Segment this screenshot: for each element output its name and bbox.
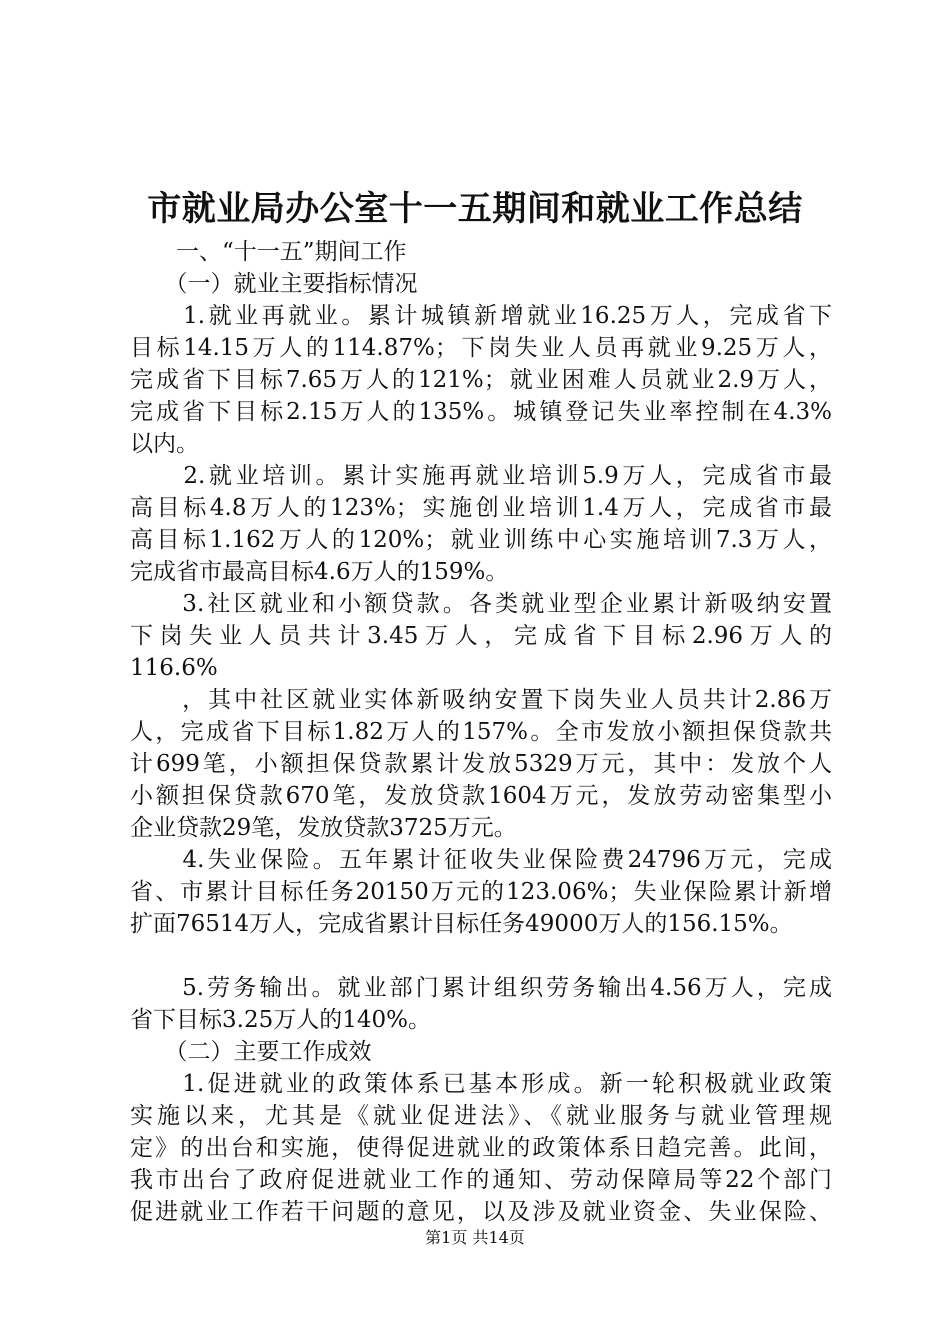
page-footer: 第1页 共14页 [425,1228,525,1247]
text-line: 116.6% [130,655,218,681]
text-line: ，其中社区就业实体新吸纳安置下岗失业人员共计2.86万 [130,687,832,713]
text-line: 下岗失业人员共计3.45万人，完成省下目标2.96万人的 [130,623,832,649]
text-line: 企业贷款29笔，发放贷款3725万元。 [130,815,517,841]
text-line: 实施以来，尤其是《就业促进法》、《就业服务与就业管理规 [130,1103,832,1129]
text-line: 以内。 [130,431,199,457]
text-line: 目标14.15万人的114.87%；下岗失业人员再就业9.25万人， [130,335,832,361]
document-title: 市就业局办公室十一五期间和就业工作总结 [147,189,803,229]
text-line: 2.就业培训。累计实施再就业培训5.9万人，完成省市最 [130,463,832,489]
text-line: 人，完成省下目标1.82万人的157%。全市发放小额担保贷款共 [130,719,832,745]
text-line: 高目标1.162万人的120%；就业训练中心实施培训7.3万人， [130,527,832,553]
text-line: 5.劳务输出。就业部门累计组织劳务输出4.56万人，完成 [130,975,832,1001]
text-line: 1.促进就业的政策体系已基本形成。新一轮积极就业政策 [130,1071,832,1097]
text-line: 定》的出台和实施，使得促进就业的政策体系日趋完善。此间， [130,1135,832,1161]
text-line: 1.就业再就业。累计城镇新增就业16.25万人，完成省下 [130,303,832,329]
text-line: （二）主要工作成效 [130,1039,372,1065]
text-line: 省下目标3.25万人的140%。 [130,1007,431,1033]
text-line: 我市出台了政府促进就业工作的通知、劳动保障局等22个部门 [130,1167,832,1193]
text-line: 省、市累计目标任务20150万元的123.06%；失业保险累计新增 [130,879,832,905]
text-line: 小额担保贷款670笔，发放贷款1604万元，发放劳动密集型小 [130,783,832,809]
text-line: 一、“十一五”期间工作 [130,239,407,265]
text-line: 完成省下目标7.65万人的121%；就业困难人员就业2.9万人， [130,367,832,393]
text-line: 高目标4.8万人的123%；实施创业培训1.4万人，完成省市最 [130,495,832,521]
text-line: 4.失业保险。五年累计征收失业保险费24796万元，完成 [130,847,832,873]
text-line: 完成省下目标2.15万人的135%。城镇登记失业率控制在4.3% [130,399,832,425]
text-line: （一）就业主要指标情况 [130,271,418,297]
text-line: 完成省市最高目标4.6万人的159%。 [130,559,509,585]
document-body [130,236,832,1228]
text-line: 计699笔，小额担保贷款累计发放5329万元，其中：发放个人 [130,751,832,777]
text-line: 促进就业工作若干问题的意见，以及涉及就业资金、失业保险、 [130,1199,832,1225]
text-line: 扩面76514万人，完成省累计目标任务49000万人的156.15%。 [130,911,793,937]
text-line: 3.社区就业和小额贷款。各类就业型企业累计新吸纳安置 [130,591,832,617]
blank-line [130,940,832,972]
